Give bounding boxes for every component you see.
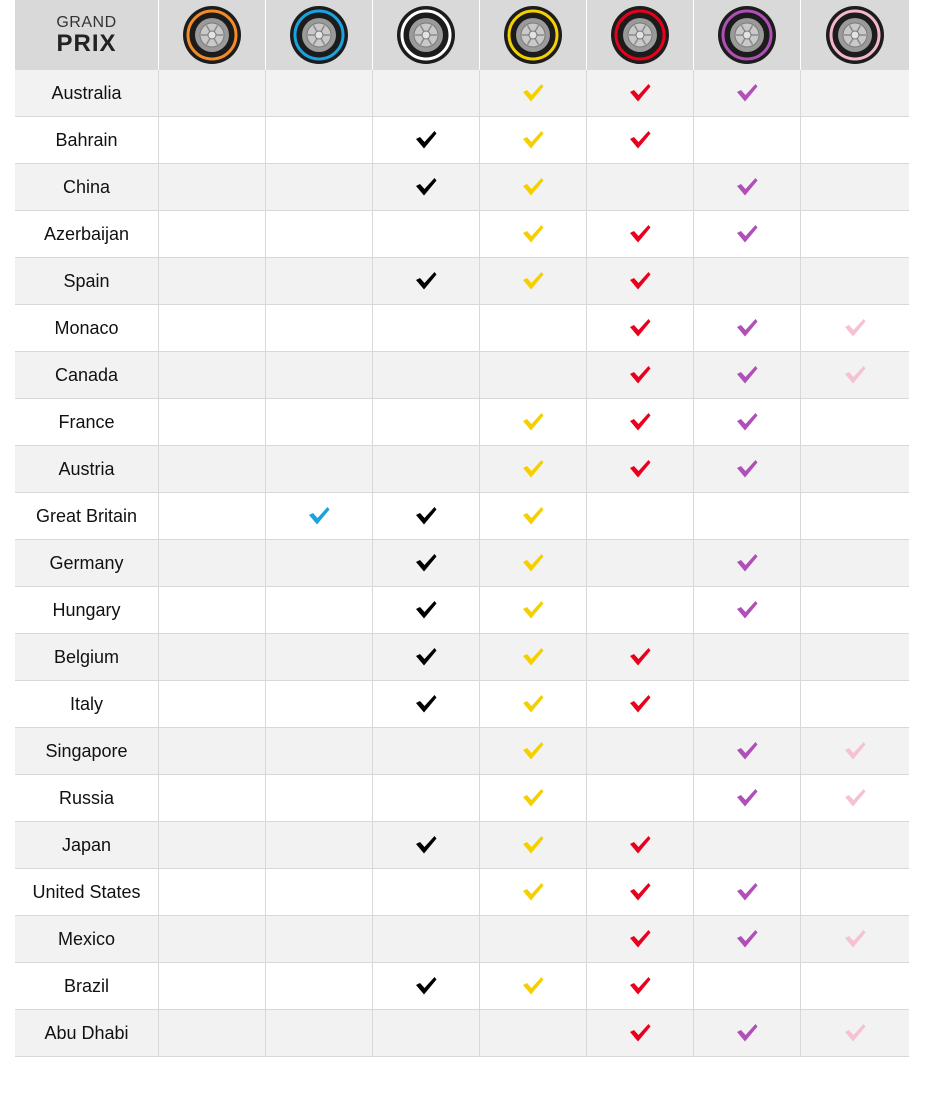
compound-cell — [587, 822, 694, 868]
compound-cell — [266, 728, 373, 774]
compound-cell — [587, 399, 694, 445]
table-row — [15, 164, 909, 211]
compound-cell — [587, 540, 694, 586]
check-icon — [522, 459, 544, 479]
check-icon — [629, 459, 651, 479]
check-icon — [629, 365, 651, 385]
compound-cell — [587, 916, 694, 962]
compound-cell — [801, 70, 908, 116]
check-icon — [736, 600, 758, 620]
compound-cell — [801, 916, 908, 962]
compound-cell — [587, 634, 694, 680]
compound-cell — [159, 587, 266, 633]
compound-cell — [694, 775, 801, 821]
check-icon — [522, 882, 544, 902]
compound-cell — [801, 728, 908, 774]
compound-cell — [159, 352, 266, 398]
check-icon — [844, 741, 866, 761]
grand-prix-name: Belgium — [15, 634, 159, 680]
check-icon — [844, 929, 866, 949]
check-icon — [522, 741, 544, 761]
compound-cell — [159, 775, 266, 821]
check-icon — [629, 224, 651, 244]
compound-cell — [694, 70, 801, 116]
compound-cell — [801, 164, 908, 210]
check-icon — [522, 835, 544, 855]
compound-cell — [480, 822, 587, 868]
grand-prix-name: Austria — [15, 446, 159, 492]
check-icon — [629, 647, 651, 667]
compound-cell — [801, 634, 908, 680]
yellow-tyre-icon — [503, 5, 563, 65]
check-icon — [736, 412, 758, 432]
check-icon — [736, 318, 758, 338]
compound-cell — [266, 164, 373, 210]
table-row — [15, 117, 909, 164]
compound-cell — [373, 117, 480, 163]
grand-prix-name: Hungary — [15, 587, 159, 633]
compound-cell — [159, 164, 266, 210]
compound-cell — [694, 1010, 801, 1056]
compound-cell — [694, 352, 801, 398]
compound-cell — [480, 446, 587, 492]
compound-cell — [694, 681, 801, 727]
compound-cell — [266, 869, 373, 915]
check-icon — [736, 882, 758, 902]
check-icon — [736, 553, 758, 573]
check-icon — [522, 130, 544, 150]
compound-cell — [480, 70, 587, 116]
grand-prix-name: Bahrain — [15, 117, 159, 163]
table-row — [15, 728, 909, 775]
compound-cell — [587, 211, 694, 257]
compound-cell — [266, 305, 373, 351]
compound-column-6 — [694, 0, 801, 70]
compound-cell — [587, 258, 694, 304]
compound-cell — [801, 446, 908, 492]
table-row — [15, 352, 909, 399]
table-row — [15, 70, 909, 117]
orange-tyre-icon — [182, 5, 242, 65]
compound-cell — [373, 540, 480, 586]
compound-column-4 — [480, 0, 587, 70]
compound-cell — [373, 352, 480, 398]
check-icon — [629, 882, 651, 902]
compound-cell — [480, 305, 587, 351]
grand-prix-name: Japan — [15, 822, 159, 868]
check-icon — [629, 83, 651, 103]
compound-cell — [373, 822, 480, 868]
check-icon — [844, 788, 866, 808]
compound-cell — [159, 305, 266, 351]
check-icon — [522, 412, 544, 432]
compound-cell — [694, 258, 801, 304]
purple-tyre-icon — [717, 5, 777, 65]
compound-cell — [480, 681, 587, 727]
check-icon — [415, 271, 437, 291]
table-row — [15, 258, 909, 305]
check-icon — [844, 318, 866, 338]
compound-cell — [159, 117, 266, 163]
compound-cell — [587, 446, 694, 492]
grand-prix-name: Azerbaijan — [15, 211, 159, 257]
check-icon — [415, 177, 437, 197]
check-icon — [522, 647, 544, 667]
compound-cell — [373, 728, 480, 774]
compound-cell — [373, 211, 480, 257]
compound-cell — [587, 70, 694, 116]
check-icon — [629, 1023, 651, 1043]
compound-cell — [801, 822, 908, 868]
compound-cell — [480, 916, 587, 962]
compound-cell — [480, 1010, 587, 1056]
check-icon — [629, 318, 651, 338]
compound-cell — [480, 587, 587, 633]
compound-cell — [266, 963, 373, 1009]
compound-cell — [159, 869, 266, 915]
compound-column-3 — [373, 0, 480, 70]
compound-cell — [159, 540, 266, 586]
compound-cell — [266, 352, 373, 398]
check-icon — [736, 788, 758, 808]
table-row — [15, 681, 909, 728]
compound-cell — [480, 634, 587, 680]
compound-cell — [694, 164, 801, 210]
white-tyre-icon — [396, 5, 456, 65]
compound-cell — [373, 681, 480, 727]
compound-cell — [694, 117, 801, 163]
compound-cell — [159, 728, 266, 774]
compound-cell — [587, 493, 694, 539]
compound-cell — [587, 305, 694, 351]
tyre-allocation-table — [15, 0, 909, 1057]
check-icon — [629, 271, 651, 291]
compound-cell — [480, 869, 587, 915]
compound-cell — [266, 775, 373, 821]
compound-cell — [694, 305, 801, 351]
table-row — [15, 446, 909, 493]
grand-prix-heading-line2: PRIX — [56, 29, 117, 57]
compound-cell — [801, 258, 908, 304]
compound-cell — [694, 540, 801, 586]
table-row — [15, 775, 909, 822]
compound-cell — [266, 493, 373, 539]
check-icon — [415, 647, 437, 667]
check-icon — [415, 130, 437, 150]
compound-cell — [694, 869, 801, 915]
compound-cell — [373, 963, 480, 1009]
compound-cell — [694, 822, 801, 868]
compound-cell — [480, 399, 587, 445]
grand-prix-name: France — [15, 399, 159, 445]
table-row — [15, 305, 909, 352]
compound-column-2 — [266, 0, 373, 70]
compound-cell — [373, 869, 480, 915]
compound-column-1 — [159, 0, 266, 70]
compound-cell — [159, 258, 266, 304]
grand-prix-name: Abu Dhabi — [15, 1010, 159, 1056]
compound-cell — [159, 681, 266, 727]
compound-cell — [266, 1010, 373, 1056]
compound-cell — [801, 352, 908, 398]
compound-cell — [801, 540, 908, 586]
check-icon — [522, 83, 544, 103]
compound-cell — [587, 681, 694, 727]
compound-cell — [159, 1010, 266, 1056]
grand-prix-name: Great Britain — [15, 493, 159, 539]
check-icon — [736, 224, 758, 244]
compound-cell — [801, 305, 908, 351]
compound-cell — [480, 164, 587, 210]
table-row — [15, 493, 909, 540]
check-icon — [844, 365, 866, 385]
compound-cell — [480, 211, 587, 257]
grand-prix-heading-line1: GRAND — [56, 13, 117, 31]
compound-cell — [266, 587, 373, 633]
compound-cell — [480, 540, 587, 586]
compound-cell — [480, 352, 587, 398]
check-icon — [415, 553, 437, 573]
check-icon — [415, 600, 437, 620]
compound-cell — [159, 963, 266, 1009]
check-icon — [522, 506, 544, 526]
compound-cell — [373, 446, 480, 492]
compound-cell — [694, 916, 801, 962]
compound-cell — [373, 587, 480, 633]
compound-column-5 — [587, 0, 694, 70]
check-icon — [308, 506, 330, 526]
check-icon — [522, 177, 544, 197]
compound-cell — [587, 1010, 694, 1056]
check-icon — [736, 459, 758, 479]
check-icon — [736, 177, 758, 197]
compound-cell — [694, 634, 801, 680]
compound-cell — [266, 211, 373, 257]
table-row — [15, 399, 909, 446]
compound-cell — [159, 399, 266, 445]
compound-cell — [587, 117, 694, 163]
table-row — [15, 822, 909, 869]
compound-cell — [373, 493, 480, 539]
compound-cell — [694, 963, 801, 1009]
compound-cell — [694, 211, 801, 257]
compound-cell — [159, 916, 266, 962]
compound-cell — [480, 728, 587, 774]
compound-cell — [694, 493, 801, 539]
compound-cell — [266, 822, 373, 868]
compound-cell — [159, 70, 266, 116]
check-icon — [415, 506, 437, 526]
grand-prix-name: Germany — [15, 540, 159, 586]
check-icon — [522, 788, 544, 808]
compound-cell — [373, 1010, 480, 1056]
pink-tyre-icon — [825, 5, 885, 65]
check-icon — [736, 929, 758, 949]
compound-cell — [801, 869, 908, 915]
compound-cell — [373, 164, 480, 210]
compound-cell — [159, 822, 266, 868]
compound-cell — [266, 117, 373, 163]
table-row — [15, 1010, 909, 1057]
compound-cell — [480, 963, 587, 1009]
grand-prix-name: Brazil — [15, 963, 159, 1009]
compound-cell — [587, 352, 694, 398]
table-row — [15, 916, 909, 963]
check-icon — [629, 412, 651, 432]
check-icon — [415, 694, 437, 714]
check-icon — [629, 694, 651, 714]
compound-cell — [801, 117, 908, 163]
compound-cell — [801, 963, 908, 1009]
compound-cell — [694, 399, 801, 445]
check-icon — [522, 600, 544, 620]
compound-cell — [694, 728, 801, 774]
grand-prix-name: Mexico — [15, 916, 159, 962]
compound-cell — [801, 775, 908, 821]
check-icon — [629, 835, 651, 855]
grand-prix-name: Canada — [15, 352, 159, 398]
compound-column-7 — [801, 0, 908, 70]
compound-cell — [480, 493, 587, 539]
compound-cell — [266, 446, 373, 492]
table-header — [15, 0, 909, 70]
compound-cell — [266, 916, 373, 962]
grand-prix-name: Russia — [15, 775, 159, 821]
check-icon — [522, 694, 544, 714]
check-icon — [629, 976, 651, 996]
check-icon — [415, 835, 437, 855]
compound-cell — [587, 775, 694, 821]
compound-cell — [587, 963, 694, 1009]
compound-cell — [373, 258, 480, 304]
table-row — [15, 869, 909, 916]
compound-cell — [801, 211, 908, 257]
compound-cell — [159, 446, 266, 492]
compound-cell — [587, 164, 694, 210]
compound-cell — [373, 399, 480, 445]
table-row — [15, 634, 909, 681]
table-row — [15, 587, 909, 634]
compound-cell — [373, 305, 480, 351]
compound-cell — [480, 775, 587, 821]
compound-cell — [480, 258, 587, 304]
compound-cell — [801, 399, 908, 445]
compound-cell — [587, 587, 694, 633]
grand-prix-name: China — [15, 164, 159, 210]
compound-cell — [266, 634, 373, 680]
grand-prix-name: Italy — [15, 681, 159, 727]
grand-prix-name: United States — [15, 869, 159, 915]
compound-cell — [801, 587, 908, 633]
red-tyre-icon — [610, 5, 670, 65]
compound-cell — [801, 1010, 908, 1056]
compound-cell — [801, 681, 908, 727]
compound-cell — [266, 258, 373, 304]
grand-prix-name: Monaco — [15, 305, 159, 351]
table-row — [15, 211, 909, 258]
grand-prix-name: Australia — [15, 70, 159, 116]
compound-cell — [587, 869, 694, 915]
blue-tyre-icon — [289, 5, 349, 65]
check-icon — [522, 553, 544, 573]
compound-cell — [373, 70, 480, 116]
compound-cell — [587, 728, 694, 774]
compound-cell — [266, 399, 373, 445]
compound-cell — [266, 681, 373, 727]
compound-cell — [373, 634, 480, 680]
table-row — [15, 963, 909, 1010]
check-icon — [736, 83, 758, 103]
compound-cell — [694, 587, 801, 633]
compound-cell — [694, 446, 801, 492]
compound-cell — [159, 211, 266, 257]
compound-cell — [480, 117, 587, 163]
check-icon — [415, 976, 437, 996]
check-icon — [844, 1023, 866, 1043]
check-icon — [736, 365, 758, 385]
check-icon — [629, 929, 651, 949]
compound-cell — [373, 916, 480, 962]
check-icon — [522, 224, 544, 244]
check-icon — [522, 976, 544, 996]
compound-cell — [801, 493, 908, 539]
grand-prix-heading — [15, 0, 159, 70]
grand-prix-name: Spain — [15, 258, 159, 304]
compound-cell — [159, 634, 266, 680]
grand-prix-name: Singapore — [15, 728, 159, 774]
compound-cell — [266, 540, 373, 586]
table-body — [15, 70, 909, 1057]
compound-cell — [159, 493, 266, 539]
compound-cell — [266, 70, 373, 116]
check-icon — [736, 1023, 758, 1043]
check-icon — [736, 741, 758, 761]
compound-cell — [373, 775, 480, 821]
check-icon — [629, 130, 651, 150]
check-icon — [522, 271, 544, 291]
table-row — [15, 540, 909, 587]
